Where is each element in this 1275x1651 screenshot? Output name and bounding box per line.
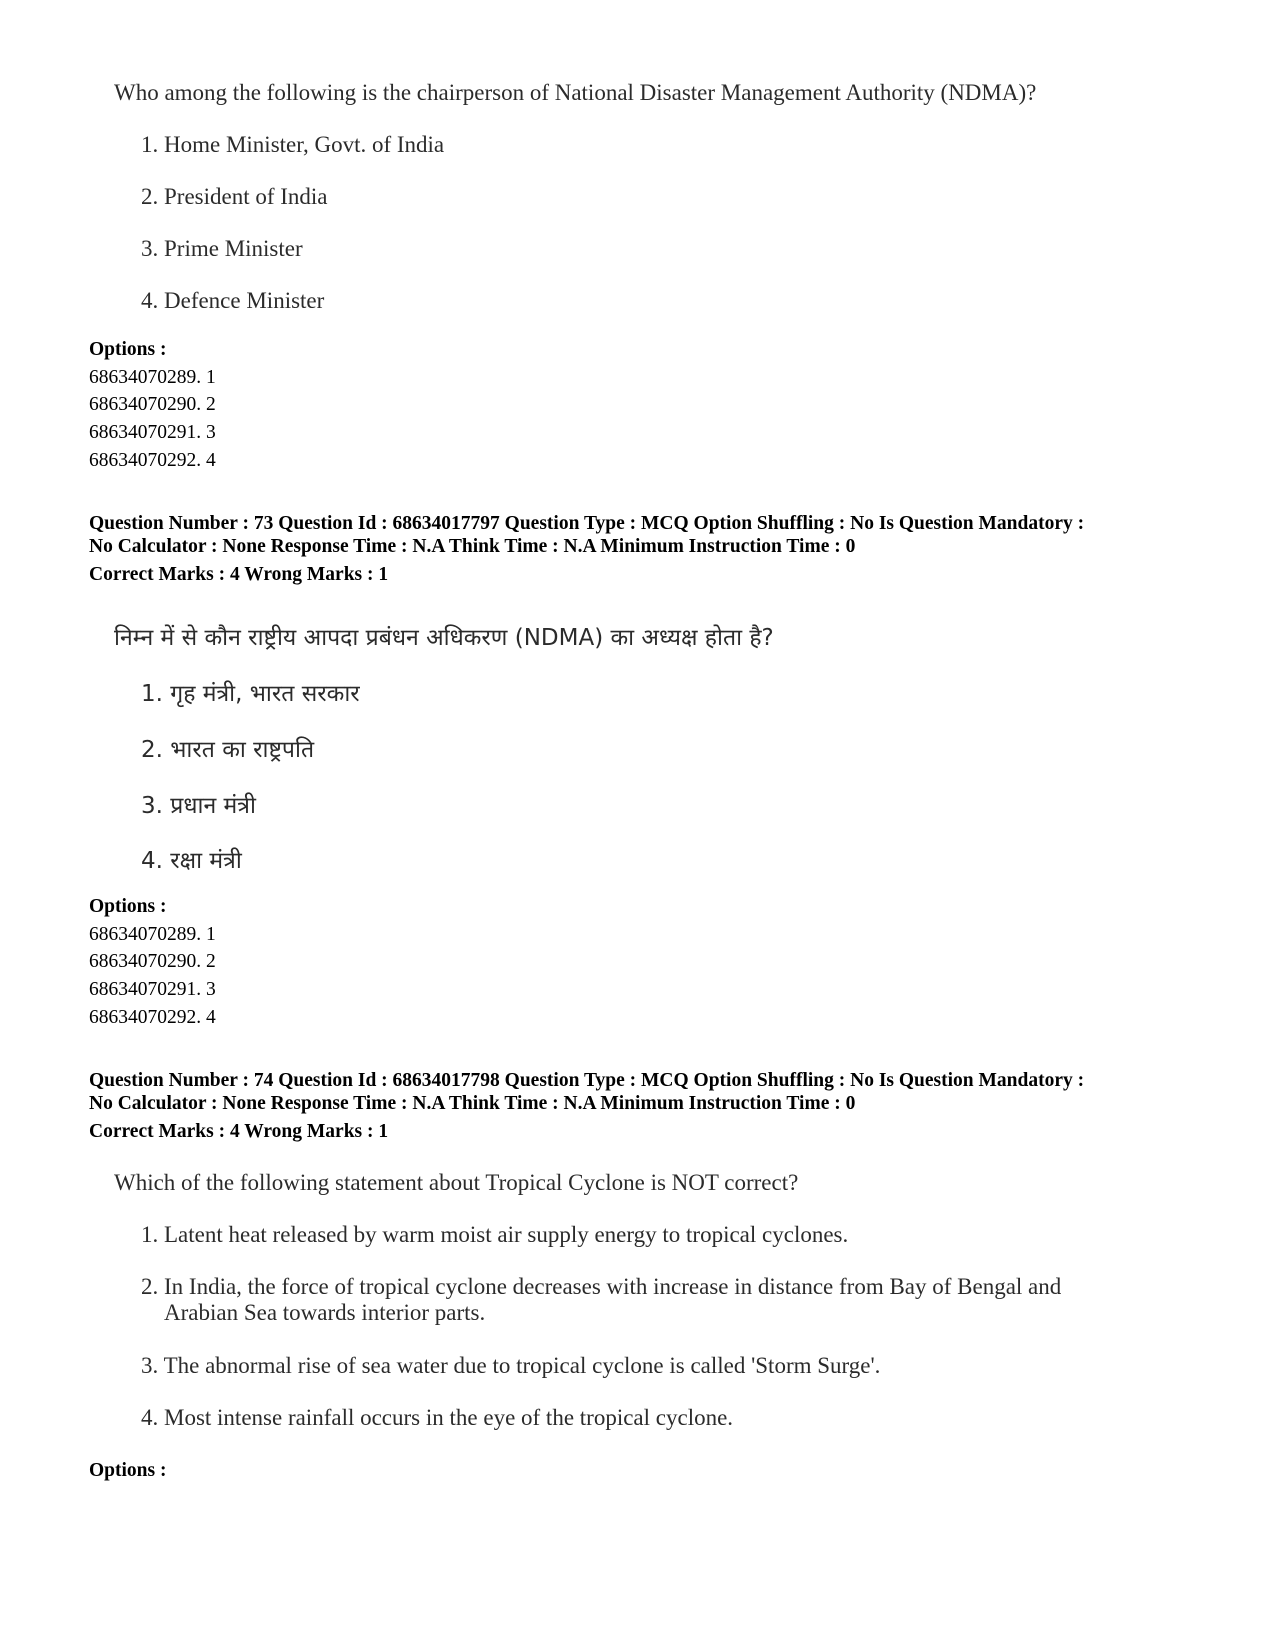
option-id: 68634070292. 4 xyxy=(89,1007,216,1028)
question-text: Who among the following is the chairperson of National Disaster Management Authority (NDMA)? xyxy=(114,80,1037,105)
question-meta-line2: No Calculator : None Response Time : N.A Think Time : N.A Minimum Instruction Time : 0 xyxy=(89,536,856,557)
question-meta-line1: Question Number : 73 Question Id : 68634017797 Question Type : MCQ Option Shuffling : No Is Question Mandatory : xyxy=(89,513,1085,534)
option-id: 68634070291. 3 xyxy=(89,979,216,1000)
question-text: निम्न में से कौन राष्ट्रीय आपदा प्रबंधन अधिकरण (NDMA) का अध्यक्ष होता है? xyxy=(114,625,774,651)
option-id: 68634070289. 1 xyxy=(89,367,216,388)
choice-3: 3. प्रधान मंत्री xyxy=(141,793,256,819)
option-id: 68634070290. 2 xyxy=(89,951,216,972)
choice-4: 4. रक्षा मंत्री xyxy=(141,848,242,874)
choice-2-continuation: Arabian Sea towards interior parts. xyxy=(164,1300,486,1325)
choice-3: 3. Prime Minister xyxy=(141,236,303,261)
options-label: Options : xyxy=(89,1460,167,1481)
option-id: 68634070291. 3 xyxy=(89,422,216,443)
choice-2: 2. भारत का राष्ट्रपति xyxy=(141,737,315,763)
choice-2: 2. President of India xyxy=(141,184,328,209)
question-meta-line1: Question Number : 74 Question Id : 68634017798 Question Type : MCQ Option Shuffling : No Is Question Mandatory : xyxy=(89,1070,1085,1091)
option-id: 68634070289. 1 xyxy=(89,924,216,945)
choice-4: 4. Most intense rainfall occurs in the eye of the tropical cyclone. xyxy=(141,1405,734,1430)
options-label: Options : xyxy=(89,339,167,360)
question-meta-line2: No Calculator : None Response Time : N.A Think Time : N.A Minimum Instruction Time : 0 xyxy=(89,1093,856,1114)
options-label: Options : xyxy=(89,896,167,917)
choice-1: 1. गृह मंत्री, भारत सरकार xyxy=(141,681,360,707)
choice-1: 1. Latent heat released by warm moist air supply energy to tropical cyclones. xyxy=(141,1222,849,1247)
question-marks: Correct Marks : 4 Wrong Marks : 1 xyxy=(89,564,389,585)
question-marks: Correct Marks : 4 Wrong Marks : 1 xyxy=(89,1121,389,1142)
choice-1: 1. Home Minister, Govt. of India xyxy=(141,132,445,157)
choice-2: 2. In India, the force of tropical cyclone decreases with increase in distance from Bay of Bengal and xyxy=(141,1274,1062,1299)
option-id: 68634070290. 2 xyxy=(89,394,216,415)
option-id: 68634070292. 4 xyxy=(89,450,216,471)
question-text: Which of the following statement about Tropical Cyclone is NOT correct? xyxy=(114,1170,799,1195)
choice-4: 4. Defence Minister xyxy=(141,288,325,313)
choice-3: 3. The abnormal rise of sea water due to tropical cyclone is called 'Storm Surge'. xyxy=(141,1353,881,1378)
